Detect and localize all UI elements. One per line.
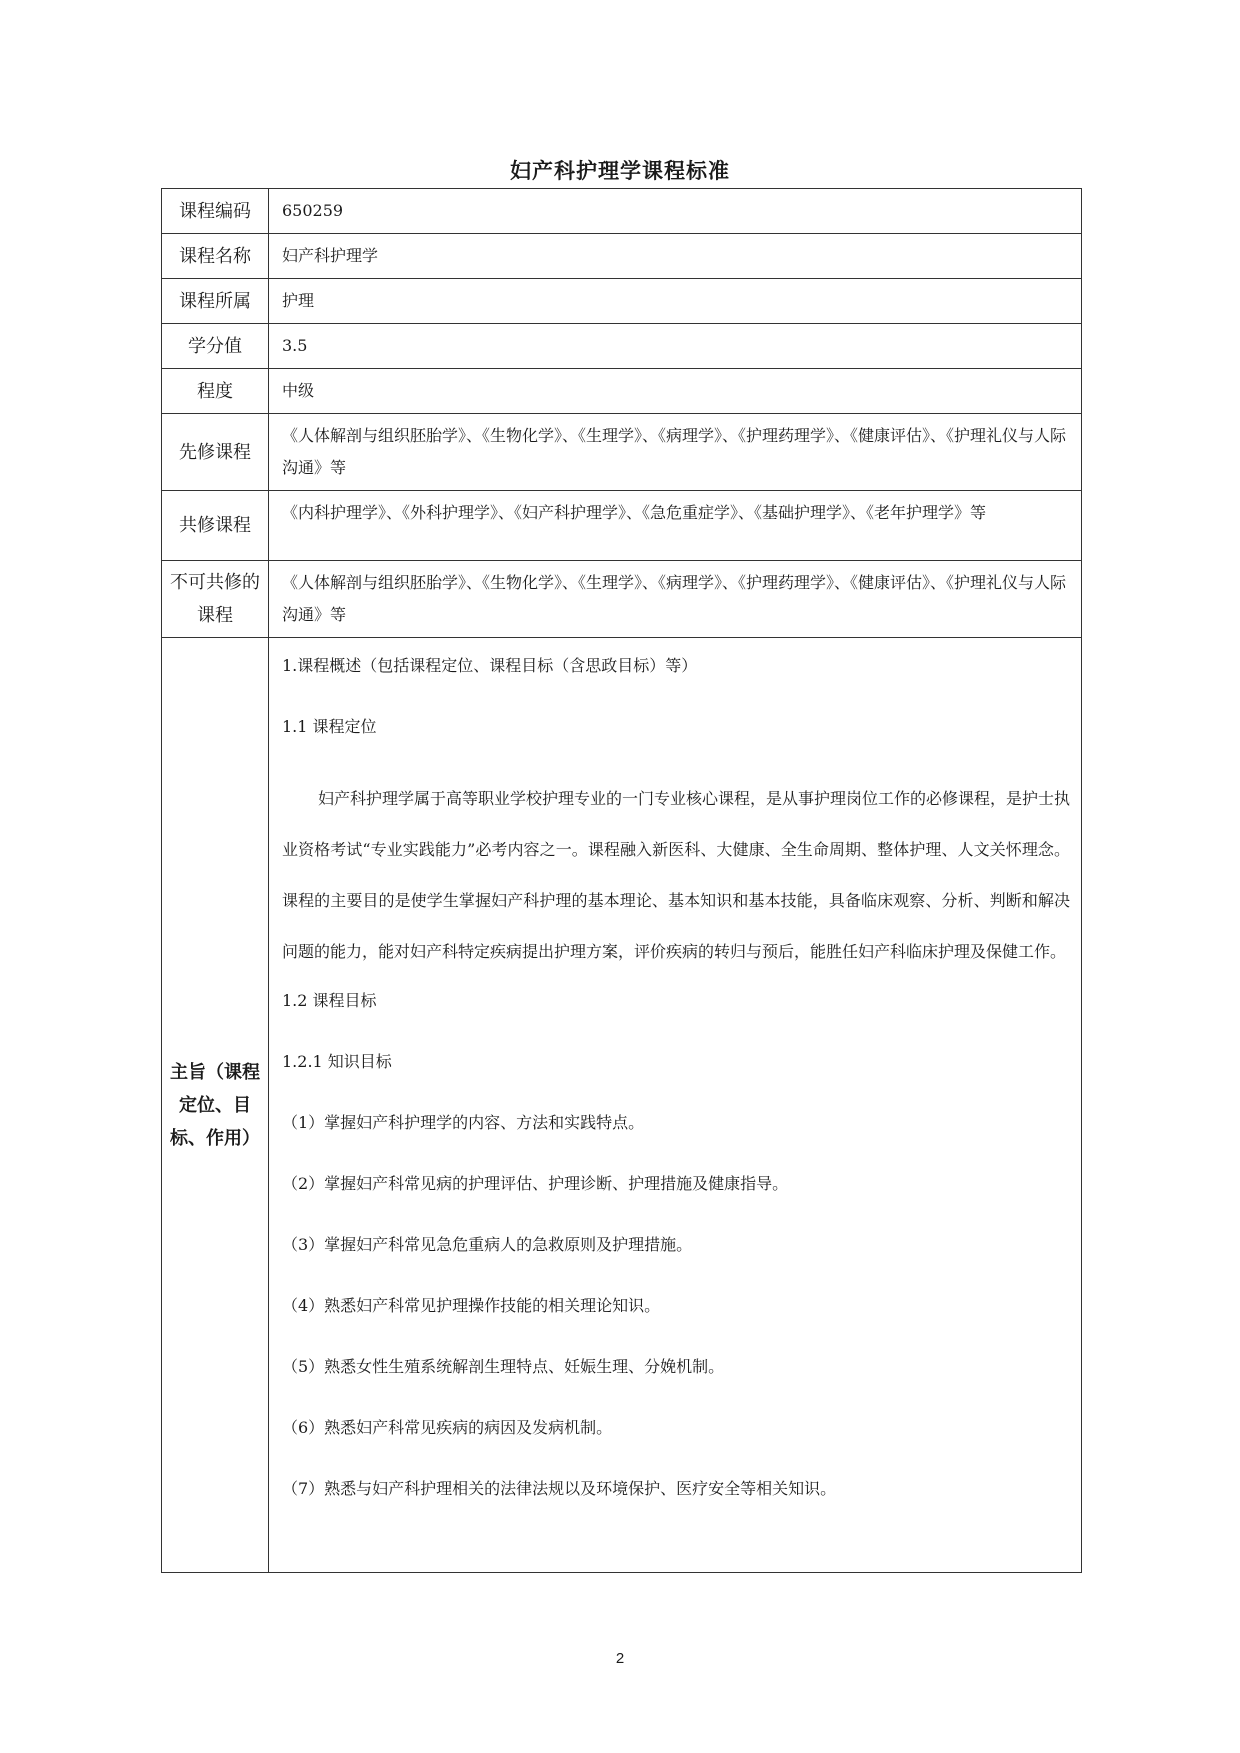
- table-row: [162, 279, 1082, 324]
- row-label: 课程所属: [162, 279, 269, 324]
- row-label: 先修课程: [162, 414, 269, 491]
- table-row: [162, 561, 1082, 638]
- table-row: [162, 491, 1082, 561]
- row-value: 《人体解剖与组织胚胎学》、《生物化学》、《生理学》、《病理学》、《护理药理学》、《健康评估》、《护理礼仪与人际沟通》等: [269, 414, 1082, 491]
- positioning-paragraph: 妇产科护理学属于高等职业学校护理专业的一门专业核心课程，是从事护理岗位工作的必修课程，是护士执业资格考试“专业实践能力”必考内容之一。课程融入新医科、大健康、全生命周期、整体护理、人文关怀理念。课程的主要目的是使学生掌握妇产科护理的基本理论、基本知识和基本技能，具备临床观察、分析、判断和解决问题的能力，能对妇产科特定疾病提出护理方案，评价疾病的转归与预后，能胜任妇产科临床护理及保健工作。: [282, 789, 1071, 961]
- row-value: 《人体解剖与组织胚胎学》、《生物化学》、《生理学》、《病理学》、《护理药理学》、《健康评估》、《护理礼仪与人际沟通》等: [269, 561, 1082, 638]
- table-row: [162, 189, 1082, 234]
- row-label: 学分值: [162, 324, 269, 369]
- row-value: 3.5: [269, 324, 1082, 369]
- table-row: [162, 369, 1082, 414]
- knowledge-item: （3）掌握妇产科常见急危重病人的急救原则及护理措施。: [282, 1235, 693, 1254]
- row-value: 中级: [269, 369, 1082, 414]
- goals-heading: 1.2 课程目标: [282, 991, 377, 1010]
- overview-text: 1.课程概述（包括课程定位、课程目标（含思政目标）等）: [282, 656, 698, 675]
- knowledge-heading: 1.2.1 知识目标: [282, 1052, 392, 1071]
- table-row: [162, 234, 1082, 279]
- knowledge-item: （4）熟悉妇产科常见护理操作技能的相关理论知识。: [282, 1296, 661, 1315]
- row-label-main: 主旨（课程定位、目标、作用）: [162, 638, 269, 1573]
- positioning-heading: 1.1 课程定位: [282, 717, 377, 736]
- knowledge-item: （2）掌握妇产科常见病的护理评估、护理诊断、护理措施及健康指导。: [282, 1174, 789, 1193]
- page-number: 2: [615, 1650, 625, 1667]
- row-label: 课程编码: [162, 189, 269, 234]
- row-value: 650259: [269, 189, 1082, 234]
- table-row: [162, 414, 1082, 491]
- row-label: 共修课程: [162, 491, 269, 561]
- row-label: 课程名称: [162, 234, 269, 279]
- row-value: 妇产科护理学: [269, 234, 1082, 279]
- page-title: 妇产科护理学课程标准: [510, 159, 730, 183]
- row-label: 程度: [162, 369, 269, 414]
- row-value: 《内科护理学》、《外科护理学》、《妇产科护理学》、《急危重症学》、《基础护理学》、《老年护理学》等: [269, 491, 1082, 561]
- course-standard-table: [161, 188, 1082, 1573]
- knowledge-item: （1）掌握妇产科护理学的内容、方法和实践特点。: [282, 1113, 645, 1132]
- row-value: 护理: [269, 279, 1082, 324]
- knowledge-item: （6）熟悉妇产科常见疾病的病因及发病机制。: [282, 1418, 613, 1437]
- row-label: 不可共修的课程: [162, 561, 269, 638]
- knowledge-item: （7）熟悉与妇产科护理相关的法律法规以及环境保护、医疗安全等相关知识。: [282, 1479, 837, 1498]
- table-row: [162, 324, 1082, 369]
- main-content: [269, 638, 1082, 1573]
- knowledge-item: （5）熟悉女性生殖系统解剖生理特点、妊娠生理、分娩机制。: [282, 1357, 725, 1376]
- table-row: [162, 638, 1082, 1573]
